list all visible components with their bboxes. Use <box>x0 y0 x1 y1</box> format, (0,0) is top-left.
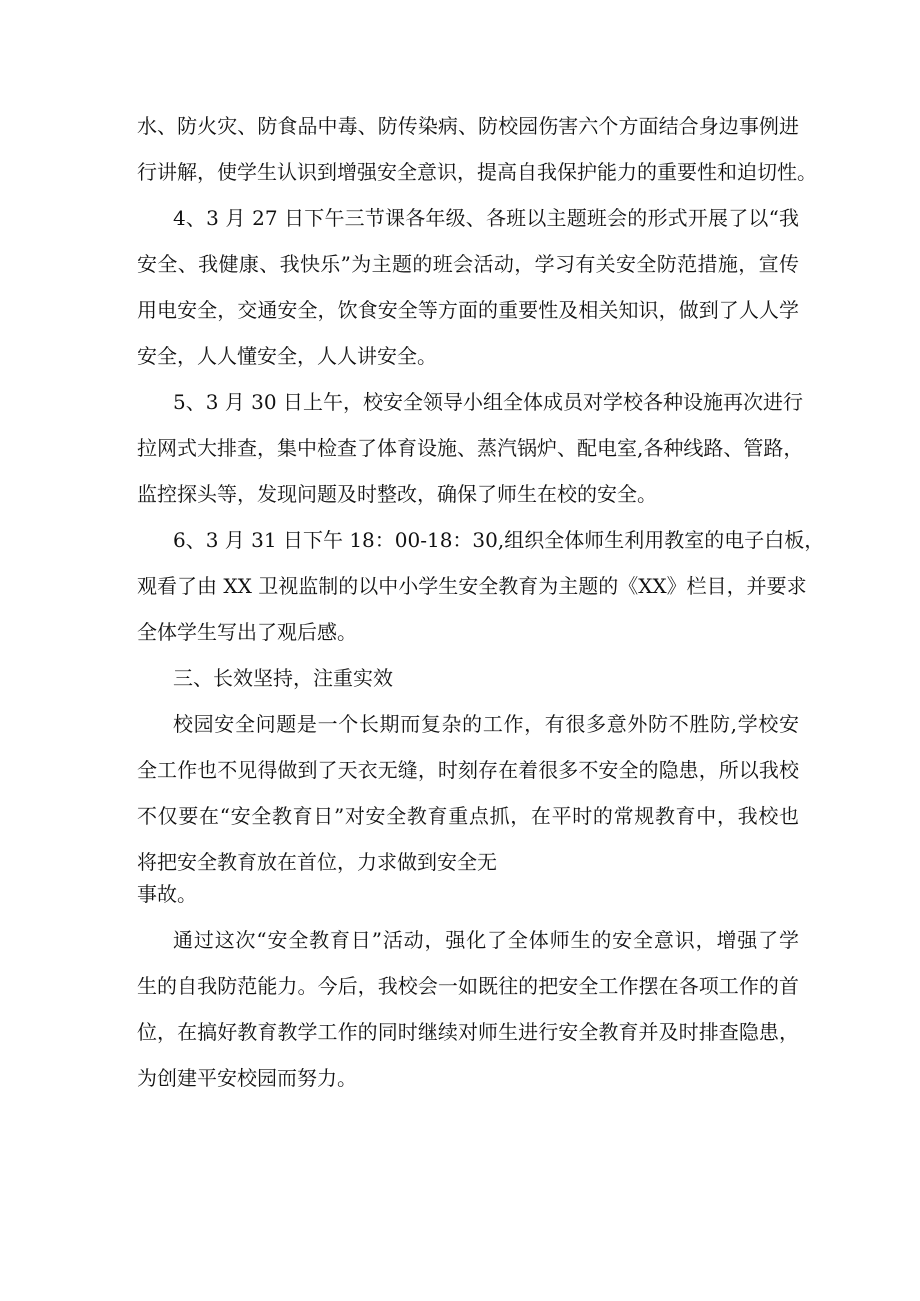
paragraph-item-4 <box>137 204 799 370</box>
text-line: 为创建平安校园而努力。 <box>137 1066 357 1090</box>
text-line: 拉网式大排查，集中检查了体育设施、蒸汽锅炉、配电室,各种线路、管路， <box>137 436 804 460</box>
text-line: 通过这次“安全教育日”活动，强化了全体师生的安全意识，增强了学 <box>173 928 799 952</box>
text-line: 不仅要在“安全教育日”对安全教育重点抓，在平时的常规教育中，我校也 <box>137 804 799 828</box>
text-line: 水、防火灾、防食品中毒、防传染病、防校园伤害六个方面结合身边事例进 <box>137 114 799 138</box>
text-line: 4、3 月 27 日下午三节课各年级、各班以主题班会的形式开展了以“我 <box>173 206 799 230</box>
text-line: 全体学生写出了观后感。 <box>137 620 357 644</box>
text-line: 监控探头等，发现问题及时整改，确保了师生在校的安全。 <box>137 482 657 506</box>
paragraph-long-term <box>137 710 799 908</box>
text-line: 5、3 月 30 日上午，校安全领导小组全体成员对学校各种设施再次进行 <box>173 390 803 414</box>
text-line: 校园安全问题是一个长期而复杂的工作，有很多意外防不胜防,学校安 <box>173 712 799 736</box>
text-line: 全工作也不见得做到了天衣无缝，时刻存在着很多不安全的隐患，所以我校 <box>137 758 799 782</box>
document-body <box>137 112 825 1092</box>
text-line: 安全、我健康、我快乐”为主题的班会活动，学习有关安全防范措施，宣传 <box>137 252 799 276</box>
paragraph-safety-topics <box>137 112 817 186</box>
text-line: 6、3 月 31 日下午 18：00-18：30,组织全体师生利用教室的电子白板， <box>173 528 825 552</box>
paragraph-item-6 <box>137 526 825 646</box>
text-line: 安全，人人懂安全，人人讲安全。 <box>137 344 437 368</box>
text-line: 生的自我防范能力。今后，我校会一如既往的把安全工作摆在各项工作的首 <box>137 974 799 998</box>
text-line: 将把安全教育放在首位，力求做到安全无 <box>137 850 497 874</box>
text-line: 位，在搞好教育教学工作的同时继续对师生进行安全教育并及时排查隐患， <box>137 1020 799 1044</box>
text-line: 事故。 <box>137 882 197 906</box>
paragraph-conclusion <box>137 926 799 1092</box>
text-line: 观看了由 XX 卫视监制的以中小学生安全教育为主题的《XX》栏目，并要求 <box>137 574 807 598</box>
text-line: 用电安全，交通安全，饮食安全等方面的重要性及相关知识，做到了人人学 <box>137 298 799 322</box>
heading-line: 三、长效坚持，注重实效 <box>173 666 393 690</box>
paragraph-item-5 <box>137 388 804 508</box>
section-heading <box>137 664 799 692</box>
text-line: 行讲解，使学生认识到增强安全意识，提高自我保护能力的重要性和迫切性。 <box>137 160 817 184</box>
